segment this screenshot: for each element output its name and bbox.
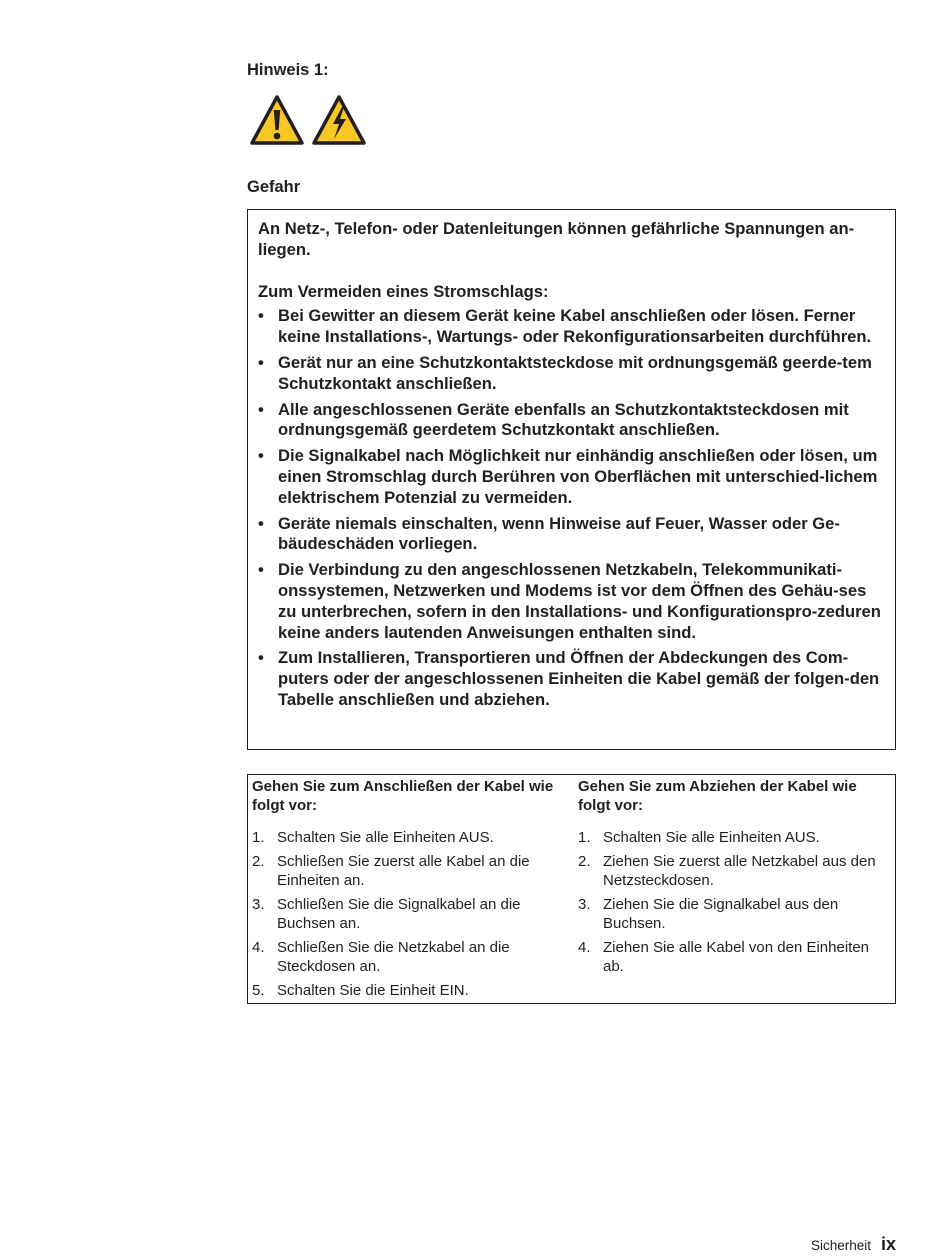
electrical-hazard-icon	[311, 94, 367, 146]
list-item: • Geräte niemals einschalten, wenn Hinweise auf Feuer, Wasser oder Ge-bäudeschäden vorliegen.	[258, 513, 840, 554]
list-item: 5. Schalten Sie die Einheit EIN.	[252, 981, 469, 999]
list-item: • Die Signalkabel nach Möglichkeit nur einhändig anschließen oder lösen, um einen Stromschlag durch Berühren von Oberflächen mit unterschied-lichem elektrischem Potenzial zu vermeiden.	[258, 446, 878, 507]
bullet-icon: •	[258, 560, 264, 580]
disconnect-steps	[578, 828, 891, 976]
list-item: 2. Schließen Sie zuerst alle Kabel an die Einheiten an.	[252, 853, 530, 890]
list-item: 2. Ziehen Sie zuerst alle Netzkabel aus den Netzsteckdosen.	[578, 853, 876, 890]
list-item: • Alle angeschlossenen Geräte ebenfalls an Schutzkontaktsteckdosen mit ordnungsgemäß geerdetem Schutzkontakt anschließen.	[258, 399, 849, 440]
connect-header: Gehen Sie zum Anschließen der Kabel wie folgt vor:	[252, 778, 554, 815]
cable-steps-table	[247, 774, 896, 1004]
section-name: Sicherheit	[810, 1238, 871, 1253]
list-item: 1. Schalten Sie alle Einheiten AUS.	[578, 829, 820, 847]
list-item: • Zum Installieren, Transportieren und Öffnen der Abdeckungen des Com-puters oder der angeschlossenen Einheiten die Kabel gemäß der folgen-den Tabelle anschließen und abziehen.	[258, 648, 880, 709]
danger-intro: An Netz-, Telefon- oder Datenleitungen können gefährliche Spannungen an-liegen.	[258, 219, 855, 259]
page-footer	[811, 1234, 896, 1255]
list-item: 3. Ziehen Sie die Signalkabel aus den Buchsen.	[578, 896, 839, 933]
warning-exclamation-icon	[249, 94, 305, 146]
list-item: 4. Schließen Sie die Netzkabel an die Steckdosen an.	[252, 938, 510, 976]
list-item: 1. Schalten Sie alle Einheiten AUS.	[252, 829, 494, 847]
page-number: ix	[880, 1234, 896, 1254]
connect-column	[248, 775, 574, 1003]
list-item: • Gerät nur an eine Schutzkontaktsteckdose mit ordnungsgemäß geerde-tem Schutzkontakt anschließen.	[258, 352, 872, 393]
list-item: • Bei Gewitter an diesem Gerät keine Kabel anschließen oder lösen. Ferner keine Installations-, Wartungs- oder Rekonfigurationsarbeiten durchführen.	[258, 306, 872, 347]
bullet-icon: •	[258, 399, 264, 419]
danger-bullet-list	[258, 306, 884, 710]
list-item: 3. Schließen Sie die Signalkabel an die Buchsen an.	[252, 896, 521, 933]
list-item: 4. Ziehen Sie alle Kabel von den Einheiten ab.	[578, 938, 870, 976]
notice-heading: Hinweis 1:	[247, 61, 329, 79]
bullet-icon: •	[258, 446, 264, 466]
danger-notice-box	[247, 209, 896, 750]
bullet-icon: •	[258, 513, 264, 533]
bullet-icon: •	[258, 352, 264, 372]
danger-label: Gefahr	[247, 178, 301, 196]
hazard-icons	[249, 94, 367, 146]
disconnect-header: Gehen Sie zum Abziehen der Kabel wie folgt vor:	[578, 778, 857, 815]
list-item: • Die Verbindung zu den angeschlossenen Netzkabeln, Telekommunikati-onssystemen, Netzwerken und Modems ist vor dem Öffnen des Gehäu-ses zu unterbrechen, sofern in den Installations- und Konfigurationspro-zeduren keine anders lautenden Anweisungen enthalten sind.	[258, 560, 881, 642]
bullet-icon: •	[258, 306, 264, 326]
disconnect-column	[574, 775, 895, 1003]
bullet-icon: •	[258, 648, 264, 668]
connect-steps	[252, 828, 570, 1000]
danger-lead: Zum Vermeiden eines Stromschlags:	[258, 281, 549, 301]
